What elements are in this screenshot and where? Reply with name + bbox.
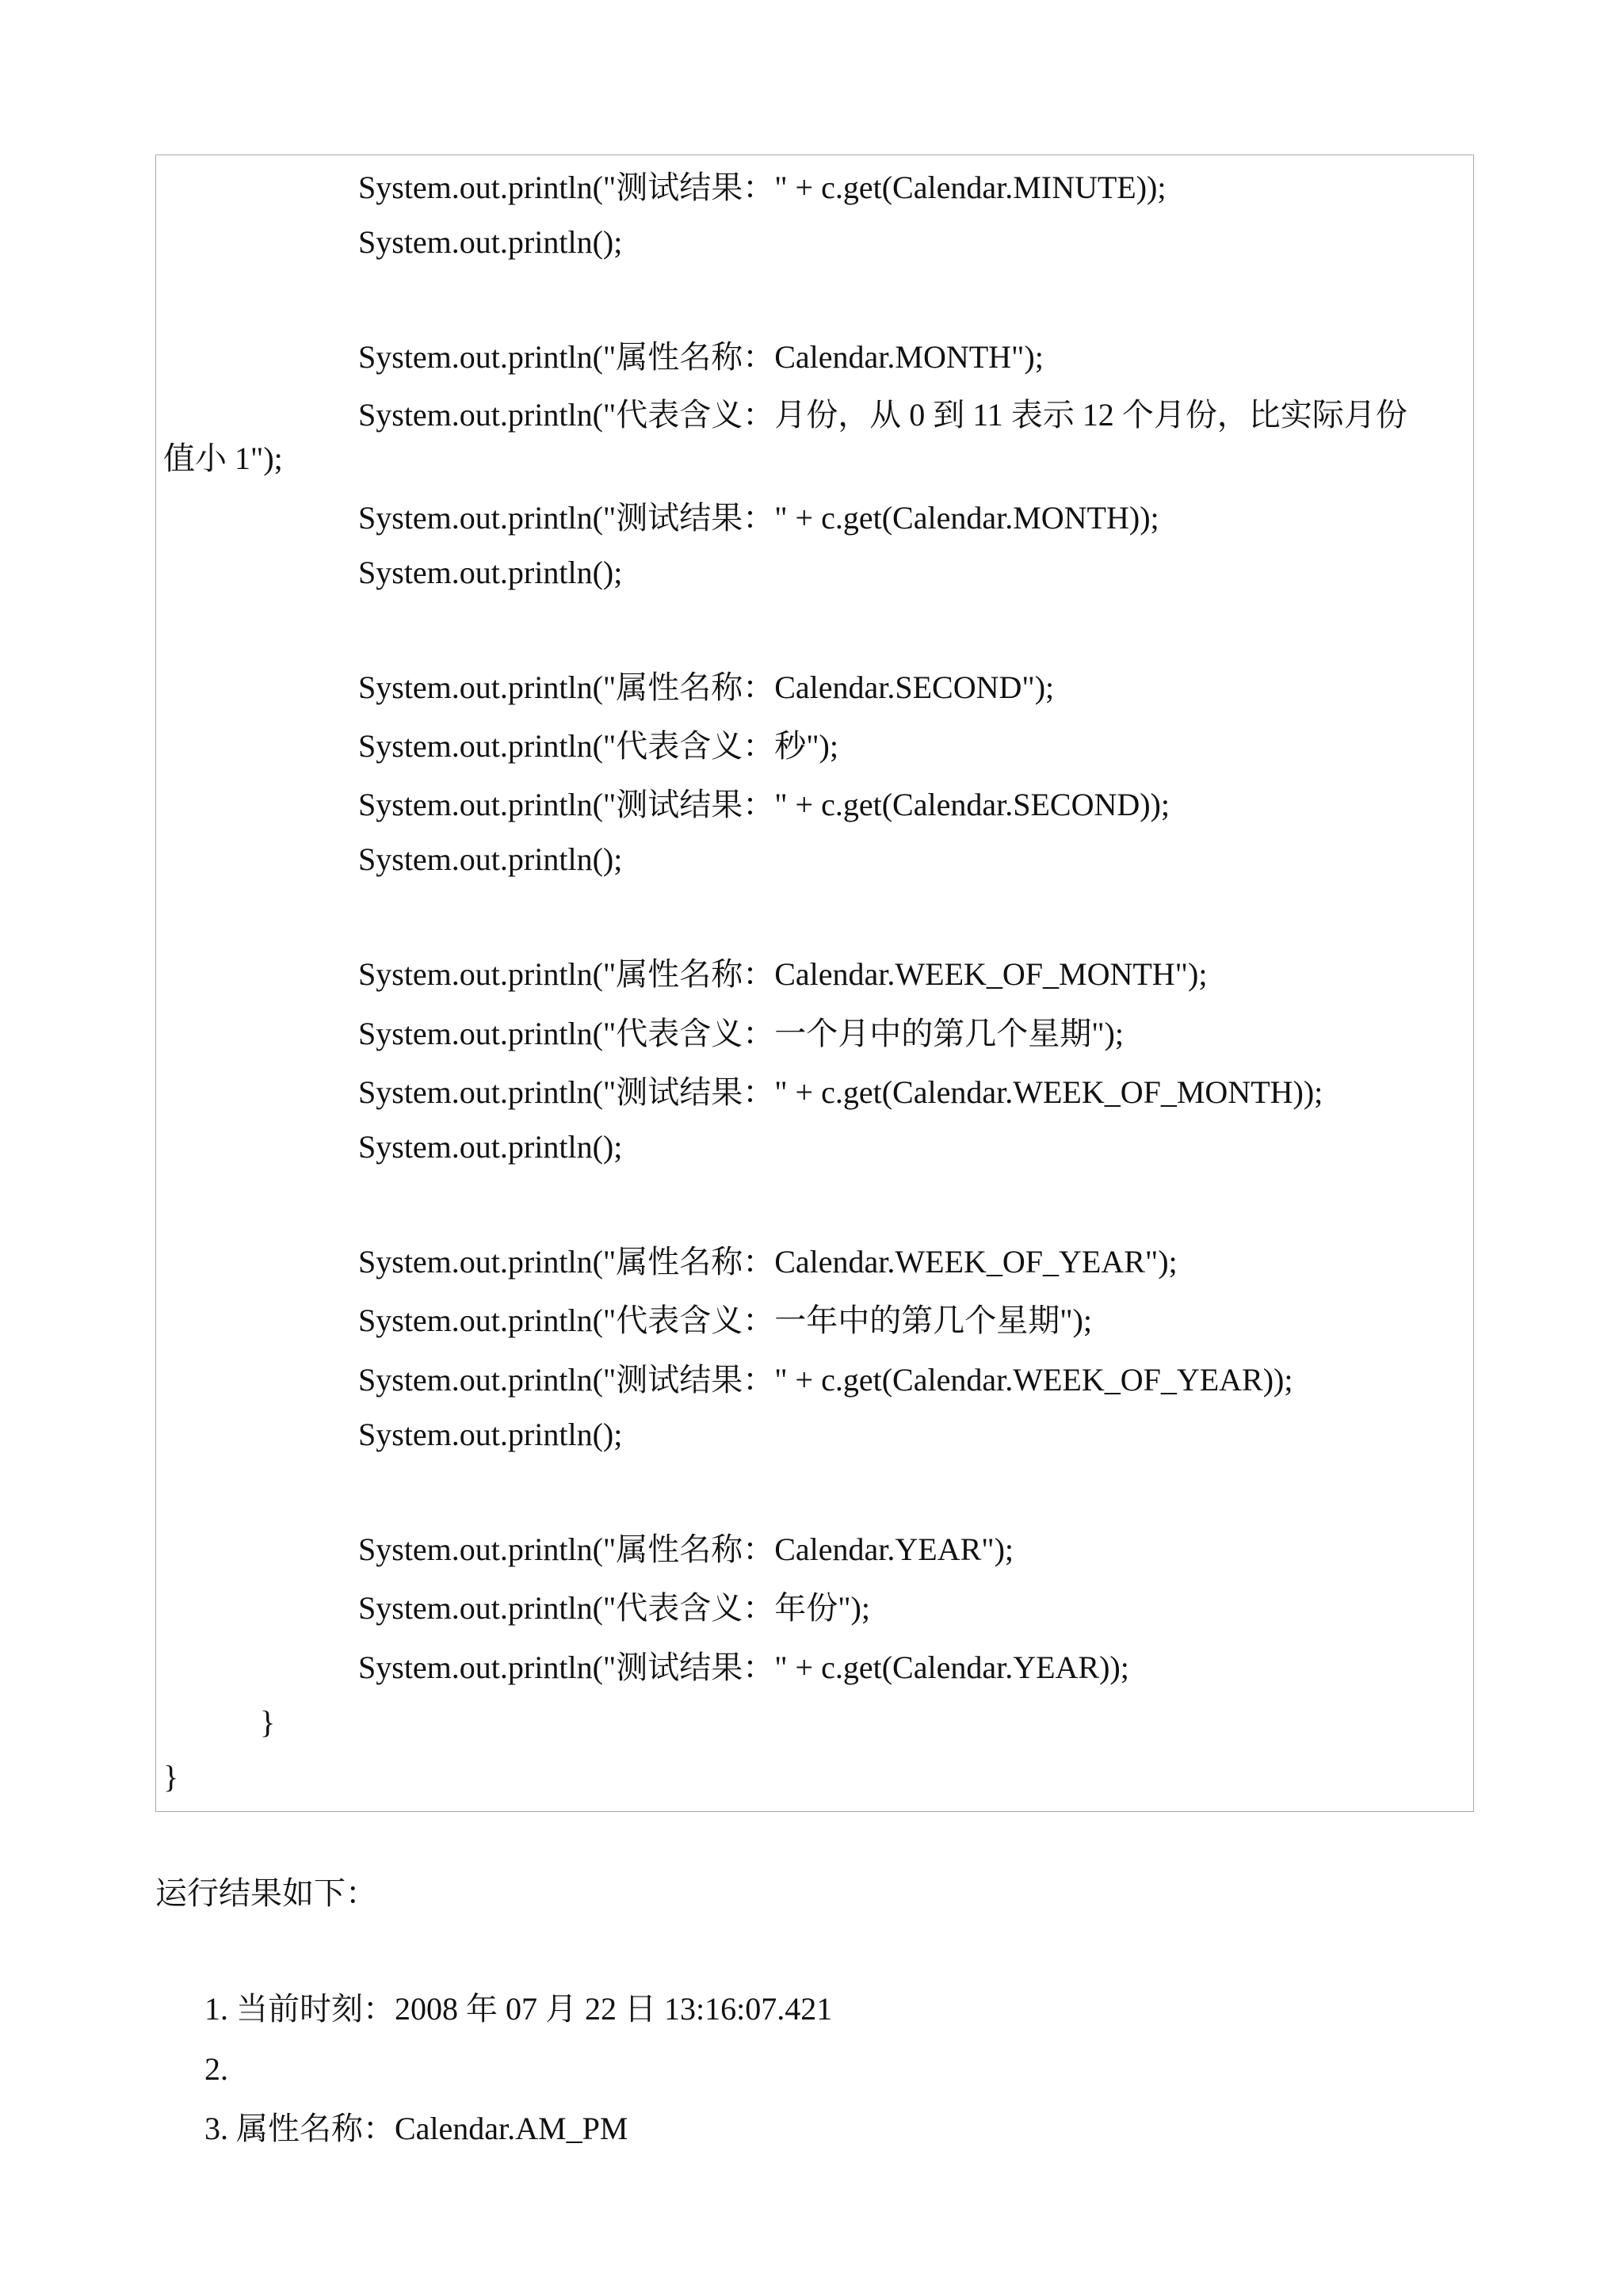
code-line: System.out.println("代表含义：年份");	[358, 1590, 870, 1626]
code-line: System.out.println("代表含义：月份，从 0 到 11 表示 12 个月份，比实际月份	[358, 397, 1407, 433]
code-line: System.out.println("属性名称：Calendar.WEEK_OF_MONTH");	[358, 956, 1208, 992]
code-line: System.out.println();	[358, 1417, 623, 1452]
result-list-item: 2.	[204, 2051, 228, 2087]
code-line: System.out.println("属性名称：Calendar.SECOND");	[358, 669, 1055, 705]
result-list-item: 1. 当前时刻：2008 年 07 月 22 日 13:16:07.421	[204, 1991, 833, 2027]
code-line: System.out.println();	[358, 1129, 623, 1165]
code-line: System.out.println("测试结果：" + c.get(Calendar.MONTH));	[358, 500, 1159, 536]
code-line: System.out.println();	[358, 555, 623, 590]
code-line: System.out.println("属性名称：Calendar.WEEK_OF_YEAR");	[358, 1244, 1178, 1280]
closing-brace: }	[163, 1759, 179, 1794]
code-line: System.out.println("代表含义：秒");	[358, 728, 838, 764]
code-line: System.out.println("测试结果：" + c.get(Calendar.SECOND));	[358, 787, 1170, 822]
code-line: System.out.println();	[358, 841, 623, 877]
result-caption: 运行结果如下：	[155, 1875, 377, 1911]
code-line: System.out.println("代表含义：一个月中的第几个星期");	[358, 1016, 1124, 1051]
code-line: 值小 1");	[163, 441, 283, 476]
code-line: System.out.println("测试结果：" + c.get(Calendar.YEAR));	[358, 1650, 1129, 1685]
code-line: System.out.println();	[358, 224, 623, 260]
code-line: System.out.println("测试结果：" + c.get(Calendar.MINUTE));	[358, 170, 1167, 205]
code-line: System.out.println("属性名称：Calendar.MONTH");	[358, 339, 1044, 375]
code-line: System.out.println("代表含义：一年中的第几个星期");	[358, 1302, 1092, 1338]
code-line: System.out.println("属性名称：Calendar.YEAR");	[358, 1531, 1014, 1567]
result-list-item: 3. 属性名称：Calendar.AM_PM	[204, 2111, 628, 2146]
code-line: System.out.println("测试结果：" + c.get(Calendar.WEEK_OF_YEAR));	[358, 1362, 1293, 1398]
code-line: System.out.println("测试结果：" + c.get(Calendar.WEEK_OF_MONTH));	[358, 1074, 1323, 1110]
closing-brace: }	[260, 1704, 276, 1740]
